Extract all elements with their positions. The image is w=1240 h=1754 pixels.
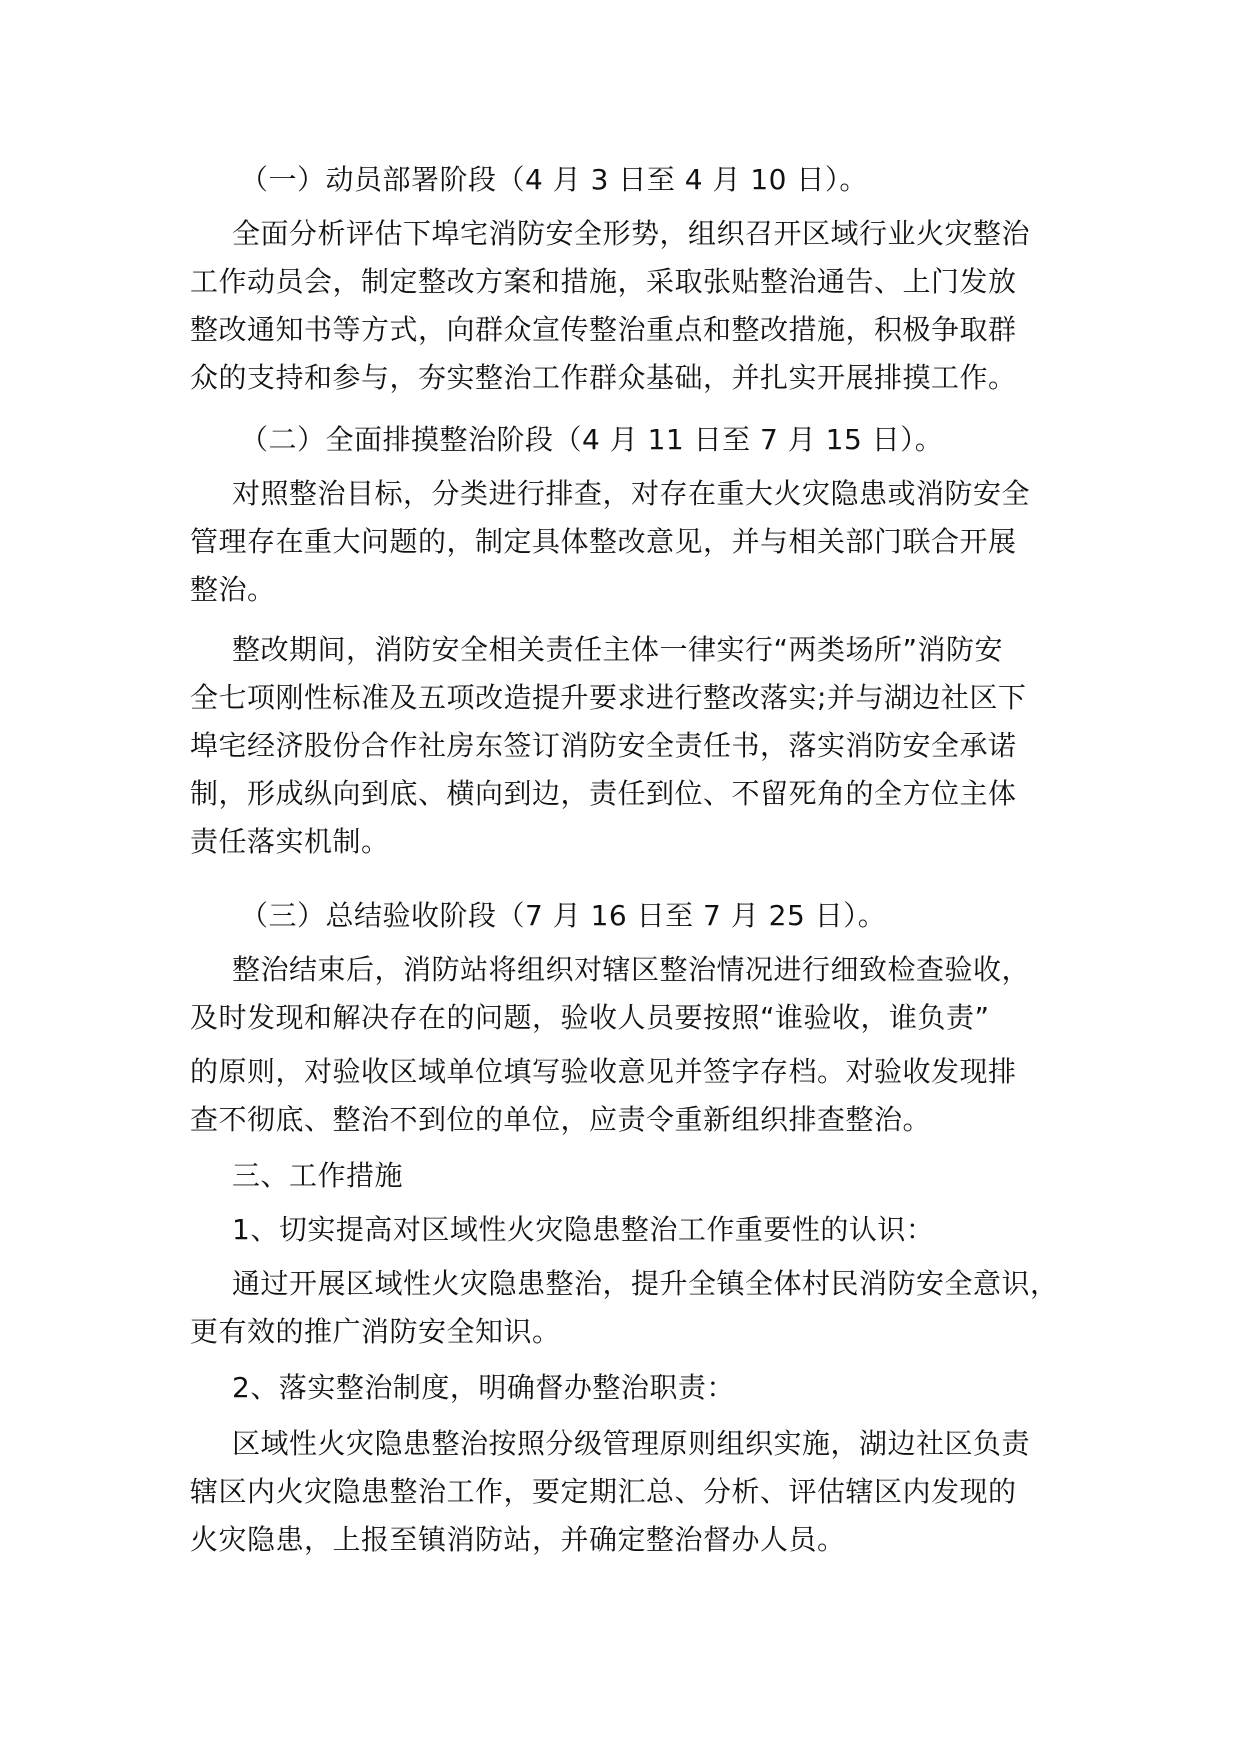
paragraph-line: 辖区内火灾隐患整治工作，要定期汇总、分析、评估辖区内发现的: [190, 1475, 1017, 1508]
subsection-heading-1: 1、切实提高对区域性火灾隐患整治工作重要性的认识：: [232, 1213, 935, 1246]
paragraph-line: 全七项刚性标准及五项改造提升要求进行整改落实;并与湖边社区下: [190, 681, 1027, 714]
paragraph-line: 整治。: [190, 573, 276, 606]
paragraph-line: 更有效的推广消防安全知识。: [190, 1315, 561, 1348]
paragraph-line: 管理存在重大问题的，制定具体整改意见，并与相关部门联合开展: [190, 525, 1017, 558]
section-heading-measures: 三、工作措施: [232, 1159, 404, 1192]
paragraph-line: 及时发现和解决存在的问题，验收人员要按照“谁验收，谁负责”: [190, 1001, 990, 1034]
paragraph-line: 埠宅经济股份合作社房东签订消防安全责任书，落实消防安全承诺: [190, 729, 1017, 762]
paragraph-line: 通过开展区域性火灾隐患整治，提升全镇全体村民消防安全意识，: [232, 1267, 1059, 1300]
paragraph-line: 区域性火灾隐患整治按照分级管理原则组织实施，湖边社区负责: [232, 1427, 1031, 1460]
paragraph-line: 对照整治目标，分类进行排查，对存在重大火灾隐患或消防安全: [232, 477, 1031, 510]
paragraph-line: 责任落实机制。: [190, 825, 390, 858]
paragraph-line: 全面分析评估下埠宅消防安全形势，组织召开区域行业火灾整治: [232, 217, 1031, 250]
paragraph-line: 的原则，对验收区域单位填写验收意见并签字存档。对验收发现排: [190, 1055, 1017, 1088]
section-heading-1: （一）动员部署阶段（4 月 3 日至 4 月 10 日）。: [240, 163, 868, 196]
section-heading-2: （二）全面排摸整治阶段（4 月 11 日至 7 月 15 日）。: [240, 423, 944, 456]
subsection-heading-2: 2、落实整治制度，明确督办整治职责：: [232, 1371, 735, 1404]
paragraph-line: 整改通知书等方式，向群众宣传整治重点和整改措施，积极争取群: [190, 313, 1017, 346]
paragraph-line: 制，形成纵向到底、横向到边，责任到位、不留死角的全方位主体: [190, 777, 1017, 810]
paragraph-line: 整治结束后，消防站将组织对辖区整治情况进行细致检查验收，: [232, 953, 1031, 986]
paragraph-line: 整改期间，消防安全相关责任主体一律实行“两类场所”消防安: [232, 633, 1004, 666]
section-heading-3: （三）总结验收阶段（7 月 16 日至 7 月 25 日）。: [240, 899, 887, 932]
paragraph-line: 火灾隐患，上报至镇消防站，并确定整治督办人员。: [190, 1523, 846, 1556]
paragraph-line: 查不彻底、整治不到位的单位，应责令重新组织排查整治。: [190, 1103, 932, 1136]
paragraph-line: 工作动员会，制定整改方案和措施，采取张贴整治通告、上门发放: [190, 265, 1017, 298]
paragraph-line: 众的支持和参与，夯实整治工作群众基础，并扎实开展排摸工作。: [190, 361, 1017, 394]
